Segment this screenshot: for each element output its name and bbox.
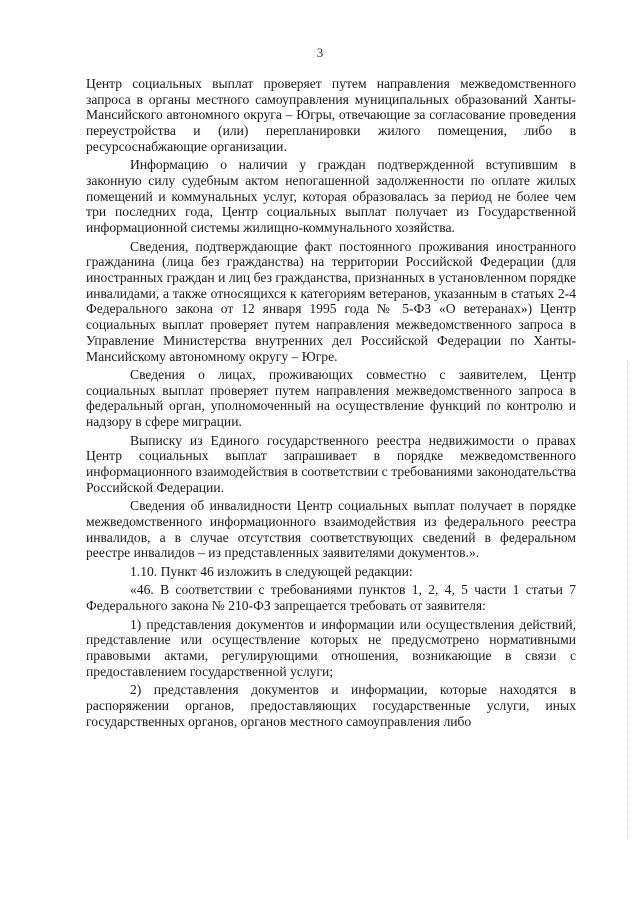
paragraph-8: «46. В соответствии с требованиями пунктов 1, 2, 4, 5 части 1 статьи 7 Федерального закона № 210-ФЗ запрещается требовать от заявителя: xyxy=(86,582,576,614)
side-stamp-mark xyxy=(627,360,636,840)
paragraph-5: Выписку из Единого государственного реестра недвижимости о правах Центр социальных выплат запрашивает в порядке межведомственного информационного взаимодействия в соответствии с требованиями законодательства Российской Федерации. xyxy=(86,432,576,495)
paragraph-4: Сведения о лицах, проживающих совместно с заявителем, Центр социальных выплат проверяет путем направления межведомственного запроса в федеральный орган, уполномоченный на осуществление функций по контролю и надзору в сфере миграции. xyxy=(86,367,576,430)
paragraph-3: Сведения, подтверждающие факт постоянного проживания иностранного гражданина (лица без гражданства) на территории Российской Федерации (для иностранных граждан и лиц без гражданства, признанных в установленном порядке инвалидами, а также относящихся к категориям ветеранов, указанным в статьях 2-4 Федерального закона от 12 января 1995 года № 5-ФЗ «О ветеранах») Центр социальных выплат проверяет путем направления межведомственного запроса в Управление Министерства внутренних дел Российской Федерации по Ханты-Мансийскому автономному округу – Югре. xyxy=(86,238,576,364)
document-body xyxy=(86,76,576,732)
paragraph-10: 2) представления документов и информации, которые находятся в распоряжении органов, предоставляющих государственные услуги, иных государственных органов, органов местного самоуправления либо xyxy=(86,682,576,729)
paragraph-2: Информацию о наличии у граждан подтвержденной вступившим в законную силу судебным актом непогашенной задолженности по оплате жилых помещений и коммунальных услуг, которая образовалась за период не более чем три последних года, Центр социальных выплат получает из Государственной информационной системы жилищно-коммунального хозяйства. xyxy=(86,157,576,236)
paragraph-1: Центр социальных выплат проверяет путем направления межведомственного запроса в органы местного самоуправления муниципальных образований Ханты-Мансийского автономного округа – Югры, отвечающие за согласование проведения переустройства и (или) перепланировки жилого помещения, либо в ресурсоснабжающие организации. xyxy=(86,76,576,154)
page-number: 3 xyxy=(316,45,324,60)
paragraph-9: 1) представления документов и информации или осуществления действий, представление или осуществление которых не предусмотрено нормативными правовыми актами, регулирующими отношения, возникающие в связи с предоставлением государственной услуги; xyxy=(86,616,576,679)
paragraph-7: 1.10. Пункт 46 изложить в следующей редакции: xyxy=(130,563,413,579)
paragraph-6: Сведения об инвалидности Центр социальных выплат получает в порядке межведомственного информационного взаимодействия из федерального реестра инвалидов, а в случае отсутствия соответствующих сведений в федеральном реестре инвалидов – из представленных заявителями документов.». xyxy=(86,498,576,561)
